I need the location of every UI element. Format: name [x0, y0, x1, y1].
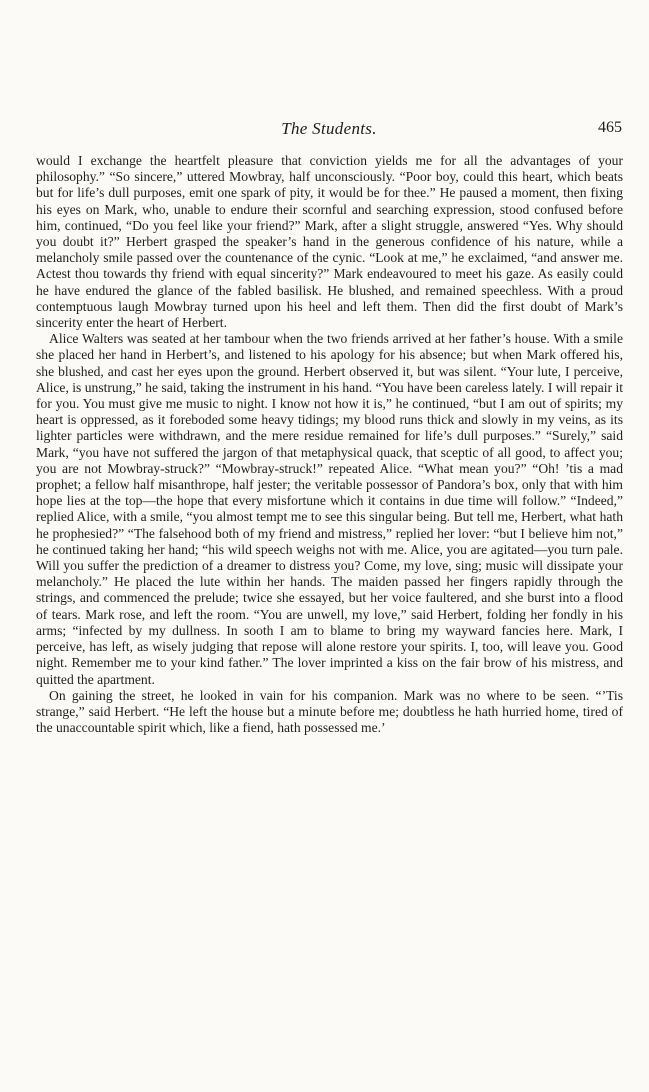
body-text: [36, 153, 623, 736]
paragraph-2: Alice Walters was seated at her tambour when the two friends arrived at her father’s house. With a smile she placed her hand in Herbert’s, and listened to his apology for his absence; but when Mark offered his, she blushed, and cast her eyes upon the ground. Herbert observed it, but was silent. “Your lute, I perceive, Alice, is unstrung,” he said, taking the instrument in his hand. “You have been careless lately. I will repair it for you. You must give me music to night. I know not how it is,” he continued, “but I am out of spirits; my heart is oppressed, as it foreboded some heavy tidings; my blood runs thick and slowly in my veins, as its lighter particles were withdrawn, and the mere residue remained for life’s dull purposes.” “Surely,” said Mark, “you have not suffered the jargon of that metaphysical quack, that sceptic of all good, to affect you; you are not Mowbray-struck?” “Mowbray-struck!” repeated Alice. “What mean you?” “Oh! ’tis a mad prophet; a fellow half misanthrope, half jester; the veritable possessor of Pandora’s box, only that with him hope lies at the top—the hope that every misfortune which it contains in due time will follow.” “Indeed,” replied Alice, with a smile, “you almost tempt me to see this singular being. But tell me, Herbert, what hath he prophesied?” “The falsehood both of my friend and mistress,” replied her lover: “but I believe him not,” he continued taking her hand; “his wild speech weighs not with me. Alice, you are agitated—you turn pale. Will you suffer the prediction of a dreamer to distress you? Come, my love, sing; music will dissipate your melancholy.” He placed the lute within her hands. The maiden passed her fingers rapidly through the strings, and commenced the prelude; twice she essayed, but her voice faultered, and she burst into a flood of tears. Mark rose, and left the room. “You are unwell, my love,” said Herbert, folding her fondly in his arms; “infected by my dullness. In sooth I am to blame to bring my wayward fancies here. Mark, I perceive, has left, as wisely judging that repose will alone restore your spirits. I, too, will leave you. Good night. Remember me to your kind father.” The lover imprinted a kiss on the fair brow of his mistress, and quitted the apartment.: [36, 331, 623, 687]
running-head: [36, 119, 622, 141]
page-number: 465: [598, 119, 622, 136]
paragraph-1: would I exchange the heartfelt pleasure that conviction yields me for all the advantages of your philosophy.” “So sincere,” uttered Mowbray, half unconsciously. “Poor boy, could this heart, which beats but for life’s dull purposes, emit one spark of pity, it would be for thee.” He paused a moment, then fixing his eyes on Mark, who, unable to endure their scornful and searching expression, stood confused before him, continued, “Do you feel like your friend?” Mark, after a slight struggle, answered “Yes. Why should you doubt it?” Herbert grasped the speaker’s hand in the generous confidence of his nature, while a melancholy smile passed over the countenance of the cynic. “Look at me,” he exclaimed, “and answer me. Actest thou towards thy friend with equal sincerity?” Mark endeavoured to meet his gaze. As easily could he have endured the glance of the fabled basilisk. He blushed, and remained speechless. With a proud contemptuous laugh Mowbray turned upon his heel and left them. Then did the first doubt of Mark’s sincerity enter the heart of Herbert.: [36, 153, 623, 331]
running-title: The Students.: [281, 119, 377, 138]
paragraph-3: On gaining the street, he looked in vain for his companion. Mark was no where to be seen. “’Tis strange,” said Herbert. “He left the house but a minute before me; doubtless he hath hurried home, tired of the unaccountable spirit which, like a fiend, hath possessed me.’: [36, 687, 623, 736]
